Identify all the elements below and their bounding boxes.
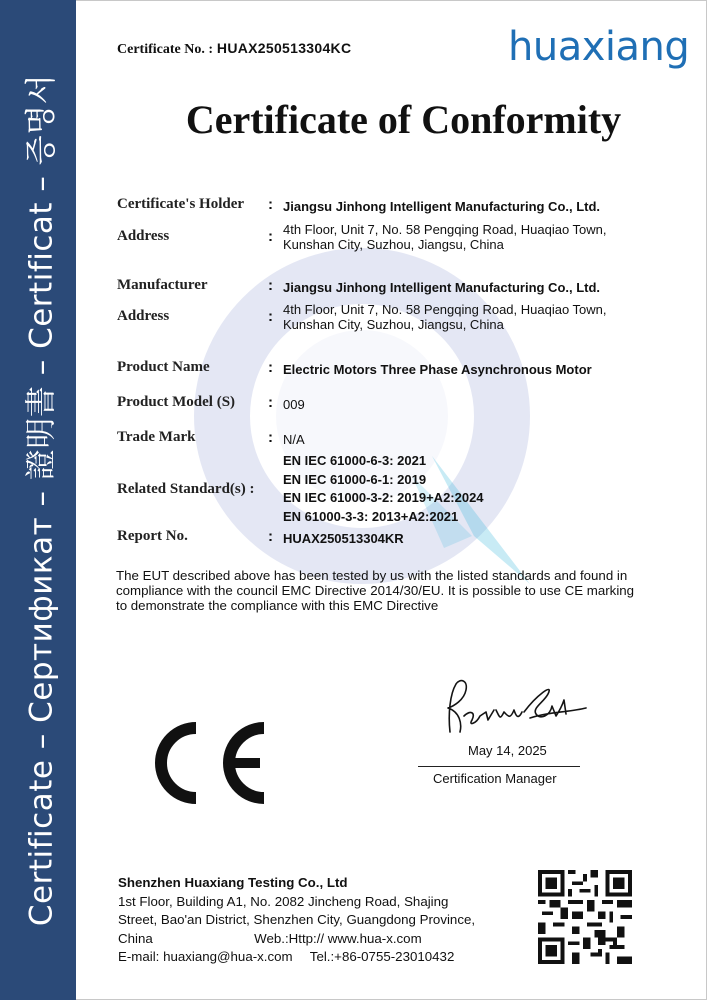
footer-country-web-row	[118, 930, 475, 949]
standard-item: EN IEC 61000-6-1: 2019	[283, 472, 427, 487]
holder-address-line1: 4th Floor, Unit 7, No. 58 Pengqing Road, Huaqiao Town,	[283, 222, 607, 237]
statement-line2: compliance with the council EMC Directive 2014/30/EU. It is possible to use CE marking	[116, 583, 635, 598]
ce-mark-icon	[140, 716, 272, 810]
company-logo	[508, 24, 690, 70]
manufacturer-address-label: Address	[117, 308, 170, 324]
colon: :	[268, 394, 273, 411]
product-name-label: Product Name	[117, 359, 210, 375]
signature-date: May 14, 2025	[468, 743, 547, 758]
footer-country: China	[118, 930, 153, 946]
footer-address-line1: 1st Floor, Building A1, No. 2082 Jincheng Road, Shajing	[118, 893, 449, 909]
holder-address-line2: Kunshan City, Suzhou, Jiangsu, China	[283, 237, 504, 252]
certificate-number: HUAX250513304KC	[216, 40, 352, 56]
footer-website: Web.:Http:// www.hua-x.com	[254, 930, 422, 946]
statement-line1: The EUT described above has been tested by us with the listed standards and found in	[116, 568, 628, 583]
footer-email-tel-row	[118, 948, 475, 967]
company-logo-text: huaxiang	[508, 24, 690, 70]
side-band	[0, 0, 76, 1000]
trade-mark-value: N/A	[283, 432, 305, 447]
colon: :	[268, 528, 273, 545]
statement-line3: to demonstrate the compliance with this EMC Directive	[116, 598, 439, 613]
product-model-value: 009	[283, 397, 305, 412]
report-number-value: HUAX250513304KR	[283, 531, 404, 546]
signer-title: Certification Manager	[433, 771, 557, 786]
qr-code-icon	[538, 870, 632, 964]
trade-mark-label: Trade Mark	[117, 429, 196, 445]
colon: :	[268, 196, 273, 213]
colon: :	[268, 308, 273, 325]
standard-item: EN IEC 61000-3-2: 2019+A2:2024	[283, 490, 484, 505]
holder-value: Jiangsu Jinhong Intelligent Manufacturing Co., Ltd.	[283, 199, 601, 214]
certificate-number-label: Certificate No. :	[117, 42, 214, 57]
page-title: Certificate of Conformity	[185, 97, 622, 142]
product-name-value: Electric Motors Three Phase Asynchronous Motor	[283, 362, 592, 377]
report-number-label: Report No.	[117, 528, 188, 544]
colon: :	[268, 359, 273, 376]
manufacturer-address-line1: 4th Floor, Unit 7, No. 58 Pengqing Road, Huaqiao Town,	[283, 302, 607, 317]
side-band-text: Certificate – Сертификат – 證明書 – Certificat – 증명서	[23, 73, 60, 927]
colon: :	[268, 277, 273, 294]
footer-email: E-mail: huaxiang@hua-x.com	[118, 949, 293, 965]
product-model-label: Product Model (S)	[117, 394, 236, 410]
manufacturer-label: Manufacturer	[117, 277, 208, 293]
handwritten-signature	[424, 672, 594, 740]
signature-line	[418, 766, 580, 767]
manufacturer-address-line2: Kunshan City, Suzhou, Jiangsu, China	[283, 317, 504, 332]
related-standards-label: Related Standard(s) :	[117, 481, 255, 497]
manufacturer-value: Jiangsu Jinhong Intelligent Manufacturing Co., Ltd.	[283, 280, 601, 295]
colon: :	[268, 228, 273, 245]
colon: :	[268, 429, 273, 446]
certificate-number-row	[117, 40, 351, 58]
footer-company: Shenzhen Huaxiang Testing Co., Ltd	[118, 875, 348, 890]
footer-address-line2: Street, Bao'an District, Shenzhen City, Guangdong Province,	[118, 912, 476, 928]
standard-item: EN 61000-3-3: 2013+A2:2021	[283, 509, 459, 524]
standard-item: EN IEC 61000-6-3: 2021	[283, 453, 427, 468]
holder-label: Certificate's Holder	[117, 196, 245, 212]
footer-contact	[118, 874, 475, 967]
footer-phone: Tel.:+86-0755-23010432	[309, 949, 455, 965]
holder-address-label: Address	[117, 228, 170, 244]
